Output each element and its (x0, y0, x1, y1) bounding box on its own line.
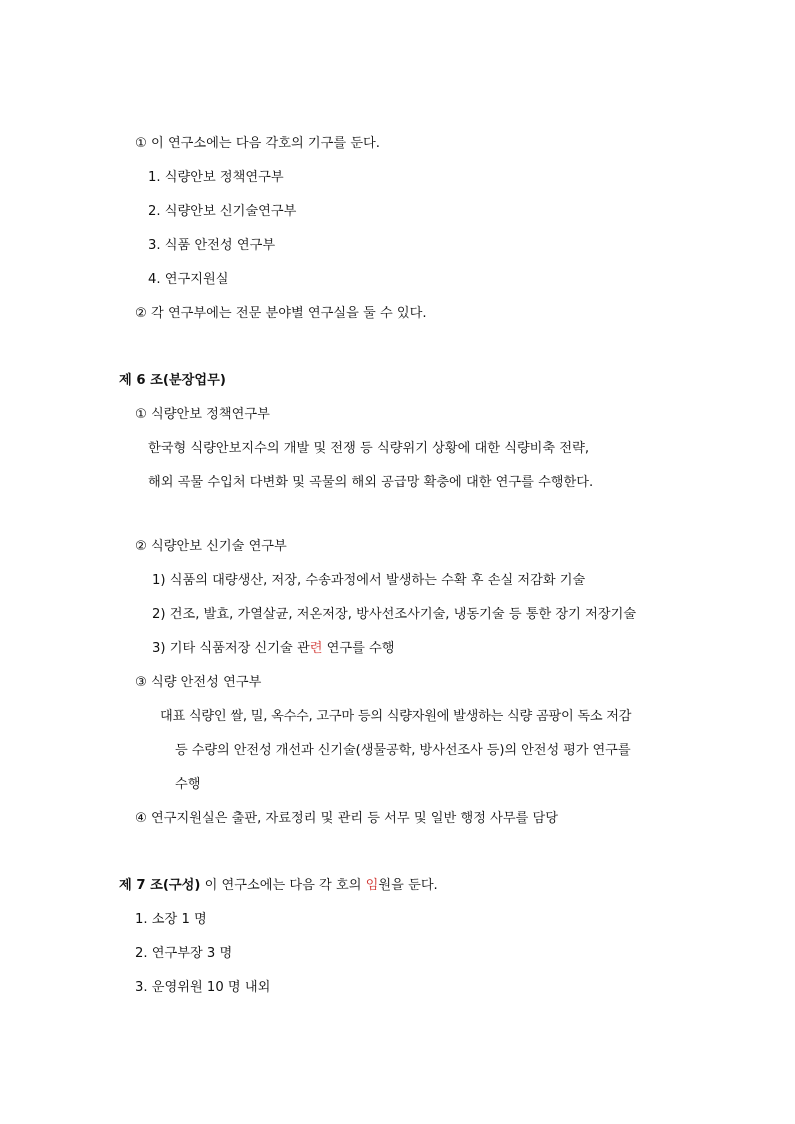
art7-item-3: 3. 운영위원 10 명 내외 (135, 980, 271, 995)
art6-section-2-item-2: 2) 건조, 발효, 가열살균, 저온저장, 방사선조사기술, 냉동기술 등 통한 장기 저장기술 (152, 607, 637, 622)
art6-section-3-line-3: 수행 (175, 777, 201, 792)
art6-section-4: ④ 연구지원실은 출판, 자료정리 및 관리 등 서무 및 일반 행정 사무를 담당 (135, 811, 559, 826)
art5-para-1: ① 이 연구소에는 다음 각호의 기구를 둔다. (135, 136, 380, 151)
art7-text-b: 원을 둔다. (378, 878, 438, 893)
art5-item-3: 3. 식품 안전성 연구부 (148, 238, 276, 253)
art6-section-2-title: ② 식량안보 신기술 연구부 (135, 539, 287, 554)
art5-para-2: ② 각 연구부에는 전문 분야별 연구실을 둘 수 있다. (135, 306, 427, 321)
art6-section-1-line-1: 한국형 식량안보지수의 개발 및 전쟁 등 식량위기 상황에 대한 식량비축 전략, (148, 441, 590, 456)
art6-section-1-title: ① 식량안보 정책연구부 (135, 407, 270, 422)
art7-text-a: 이 연구소에는 다음 각 호의 (200, 878, 366, 893)
item-3-highlight: 련 (309, 641, 323, 656)
art5-item-4: 4. 연구지원실 (148, 272, 229, 287)
art5-item-2: 2. 식량안보 신기술연구부 (148, 204, 297, 219)
item-3-text-a: 3) 기타 식품저장 신기술 관 (152, 641, 310, 656)
art6-section-3-line-1: 대표 식량인 쌀, 밀, 옥수수, 고구마 등의 식량자원에 발생하는 식량 곰팡이 독소 저감 (160, 709, 632, 724)
art7-item-1: 1. 소장 1 명 (135, 912, 207, 927)
art7-item-2: 2. 연구부장 3 명 (135, 946, 233, 961)
art6-section-2-item-3 (152, 640, 395, 658)
art5-item-1: 1. 식량안보 정책연구부 (148, 170, 284, 185)
art7-heading-line (119, 877, 438, 895)
art7-heading: 제 7 조(구성) (119, 878, 201, 893)
art6-section-3-line-2: 등 수량의 안전성 개선과 신기술(생물공학, 방사선조사 등)의 안전성 평가 연구를 (175, 743, 631, 758)
art6-section-3-title: ③ 식량 안전성 연구부 (135, 675, 262, 690)
art6-section-2-item-1: 1) 식품의 대량생산, 저장, 수송과정에서 발생하는 수확 후 손실 저감화 기술 (152, 573, 586, 588)
art6-heading: 제 6 조(분장업무) (119, 373, 226, 388)
item-3-text-b: 연구를 수행 (322, 641, 395, 656)
art6-section-1-line-2: 해외 곡물 수입처 다변화 및 곡물의 해외 공급망 확충에 대한 연구를 수행한다. (148, 475, 594, 490)
art7-highlight: 임 (365, 878, 379, 893)
